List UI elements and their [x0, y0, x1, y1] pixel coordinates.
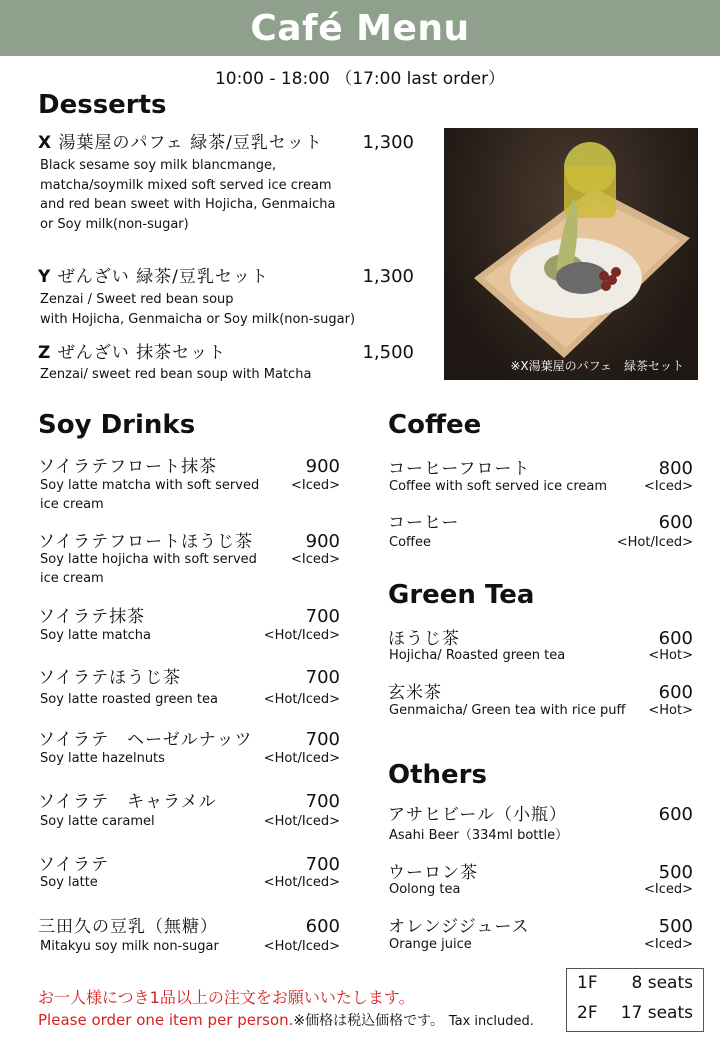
order-notice-jp: お一人様につき1品以上の注文をお願いいたします。	[38, 988, 415, 1007]
dessert-item-y[interactable]	[38, 262, 414, 287]
item-description: Mitakyu soy milk non-sugar	[40, 939, 219, 954]
item-details	[40, 812, 340, 831]
item-description: Genmaicha/ Green tea with rice puff	[389, 703, 626, 718]
seat-row	[567, 973, 703, 999]
item-details	[40, 690, 340, 709]
item-temp-tag: <Hot/Iced>	[263, 814, 340, 829]
item-details	[40, 937, 340, 956]
item-price: 700	[305, 854, 340, 875]
desc-line: Black sesame soy milk blancmange,	[40, 158, 277, 173]
tax-note: ※価格は税込価格です。	[293, 1013, 445, 1029]
item-name: ウーロン茶	[388, 863, 478, 883]
seat-count: 17 seats	[620, 1003, 693, 1023]
others-item[interactable]	[388, 912, 693, 937]
item-name: コーヒーフロート	[388, 459, 531, 479]
item-description: Soy latte matcha	[40, 628, 152, 643]
section-heading-desserts: Desserts	[38, 90, 167, 120]
item-temp-tag: <Hot>	[648, 648, 693, 663]
item-temp-tag: <Iced>	[643, 479, 693, 494]
item-price: 700	[305, 667, 340, 688]
dessert-price: 1,300	[362, 266, 414, 287]
section-heading-soy-drinks: Soy Drinks	[38, 410, 196, 440]
order-notice-en: Please order one item per person.	[38, 1011, 294, 1029]
item-name: ソイラテ	[38, 855, 110, 875]
item-name: アサヒビール（小瓶）	[388, 805, 567, 825]
item-description: Oolong tea	[389, 882, 461, 897]
soy-item[interactable]	[38, 663, 340, 688]
item-name: 三田久の豆乳（無糖）	[38, 917, 218, 937]
section-heading-coffee: Coffee	[388, 410, 482, 440]
item-name: コーヒー	[388, 513, 460, 533]
floor-label: 2F	[577, 1003, 598, 1023]
dessert-code: Y	[38, 267, 52, 287]
dessert-price: 1,500	[362, 342, 414, 363]
item-details	[389, 935, 693, 954]
item-temp-tag: <Iced>	[290, 478, 340, 493]
soy-item[interactable]	[38, 787, 340, 812]
seating-box	[566, 968, 704, 1032]
section-heading-green-tea: Green Tea	[388, 580, 535, 610]
item-details	[389, 701, 693, 720]
item-temp-tag: <Iced>	[643, 882, 693, 897]
soy-item[interactable]	[38, 850, 340, 875]
section-heading-others: Others	[388, 760, 487, 790]
parfait-illustration	[444, 128, 698, 380]
item-name: ほうじ茶	[388, 629, 460, 649]
dessert-item-x[interactable]	[38, 128, 414, 153]
soy-item[interactable]	[38, 912, 340, 937]
item-details	[40, 749, 340, 768]
item-temp-tag: <Hot/Iced>	[263, 692, 340, 707]
item-details	[389, 646, 693, 665]
item-price: 600	[305, 916, 340, 937]
opening-hours: 10:00 - 18:00 （17:00 last order）	[214, 69, 506, 89]
others-item[interactable]	[388, 800, 693, 825]
desc-line: Zenzai/ sweet red bean soup with Matcha	[40, 367, 312, 382]
tax-included: Tax included.	[448, 1014, 534, 1029]
item-temp-tag: <Hot>	[648, 703, 693, 718]
item-description: Asahi Beer（334ml bottle）	[389, 828, 569, 843]
desc-line: and red bean sweet with Hojicha, Genmaicha	[40, 197, 336, 212]
item-name: 玄米茶	[388, 683, 442, 703]
item-price: 700	[305, 729, 340, 750]
green-tea-item[interactable]	[388, 678, 693, 703]
seat-row	[567, 1003, 703, 1029]
item-temp-tag: <Iced>	[290, 552, 340, 567]
item-details	[40, 476, 340, 495]
item-details	[389, 826, 693, 845]
item-price: 900	[305, 456, 340, 477]
item-price: 900	[305, 531, 340, 552]
item-description: Orange juice	[389, 937, 472, 952]
soy-item[interactable]	[38, 452, 340, 477]
item-description: Hojicha/ Roasted green tea	[389, 648, 566, 663]
item-temp-tag: <Hot/Iced>	[263, 875, 340, 890]
item-description: Soy latte hojicha with soft served	[40, 552, 257, 567]
floor-label: 1F	[577, 973, 598, 993]
seat-count: 8 seats	[631, 973, 693, 993]
item-details	[389, 880, 693, 899]
item-name: ソイラテほうじ茶	[38, 668, 182, 688]
item-price: 800	[658, 458, 693, 479]
item-description: Soy latte hazelnuts	[40, 751, 165, 766]
dessert-price: 1,300	[362, 132, 414, 153]
item-description-cont: ice cream	[40, 497, 104, 512]
item-price: 600	[658, 512, 693, 533]
dessert-item-z[interactable]	[38, 338, 414, 363]
item-temp-tag: <Iced>	[643, 937, 693, 952]
desc-line: with Hojicha, Genmaicha or Soy milk(non-sugar)	[40, 311, 356, 327]
dessert-name: 湯葉屋のパフェ 緑茶/豆乳セット	[58, 133, 323, 153]
item-description: Soy latte matcha with soft served	[40, 478, 260, 493]
item-name: ソイラテ抹茶	[38, 607, 146, 627]
item-details	[389, 533, 693, 552]
item-temp-tag: <Hot/Iced>	[616, 535, 693, 550]
item-price: 500	[658, 862, 693, 883]
item-description-cont: ice cream	[40, 571, 104, 586]
item-name: ソイラテフロート抹茶	[38, 457, 218, 477]
parfait-photo	[444, 128, 698, 380]
item-details	[40, 550, 340, 569]
item-details	[389, 477, 693, 496]
item-price: 600	[658, 804, 693, 825]
item-description: Soy latte caramel	[40, 814, 155, 829]
item-price: 700	[305, 606, 340, 627]
soy-item[interactable]	[38, 725, 340, 750]
dessert-code: X	[38, 133, 53, 153]
title-banner	[0, 0, 720, 56]
item-name: ソイラテ ヘーゼルナッツ	[38, 730, 253, 750]
item-temp-tag: <Hot/Iced>	[263, 939, 340, 954]
item-name: オレンジジュース	[388, 917, 530, 937]
dessert-description	[40, 156, 335, 234]
item-price: 600	[658, 682, 693, 703]
coffee-item[interactable]	[388, 508, 693, 533]
order-notice-line	[38, 1010, 534, 1030]
item-price: 600	[658, 628, 693, 649]
dessert-description	[40, 290, 355, 329]
item-description: Coffee	[389, 535, 431, 550]
soy-item[interactable]	[38, 527, 340, 552]
dessert-name: ぜんざい 抹茶セット	[57, 343, 227, 363]
dessert-code: Z	[38, 343, 52, 363]
item-details	[40, 873, 340, 892]
item-price: 700	[305, 791, 340, 812]
item-details	[40, 626, 340, 645]
photo-caption: ※X湯葉屋のパフェ 緑茶セット	[510, 359, 684, 373]
dessert-name: ぜんざい 緑茶/豆乳セット	[57, 267, 269, 287]
item-description: Coffee with soft served ice cream	[389, 479, 608, 494]
desc-line: Zenzai / Sweet red bean soup	[40, 292, 234, 307]
item-description: Soy latte roasted green tea	[40, 692, 218, 707]
item-name: ソイラテ キャラメル	[38, 792, 217, 812]
soy-item[interactable]	[38, 602, 340, 627]
item-temp-tag: <Hot/Iced>	[263, 751, 340, 766]
desc-line: matcha/soymilk mixed soft served ice cream	[40, 177, 332, 193]
dessert-description	[40, 365, 311, 385]
item-price: 500	[658, 916, 693, 937]
coffee-item[interactable]	[388, 454, 693, 479]
item-name: ソイラテフロートほうじ茶	[38, 532, 254, 552]
item-temp-tag: <Hot/Iced>	[263, 628, 340, 643]
item-description: Soy latte	[40, 875, 98, 890]
desc-line: or Soy milk(non-sugar)	[40, 216, 189, 232]
page-title: Café Menu	[250, 7, 470, 49]
